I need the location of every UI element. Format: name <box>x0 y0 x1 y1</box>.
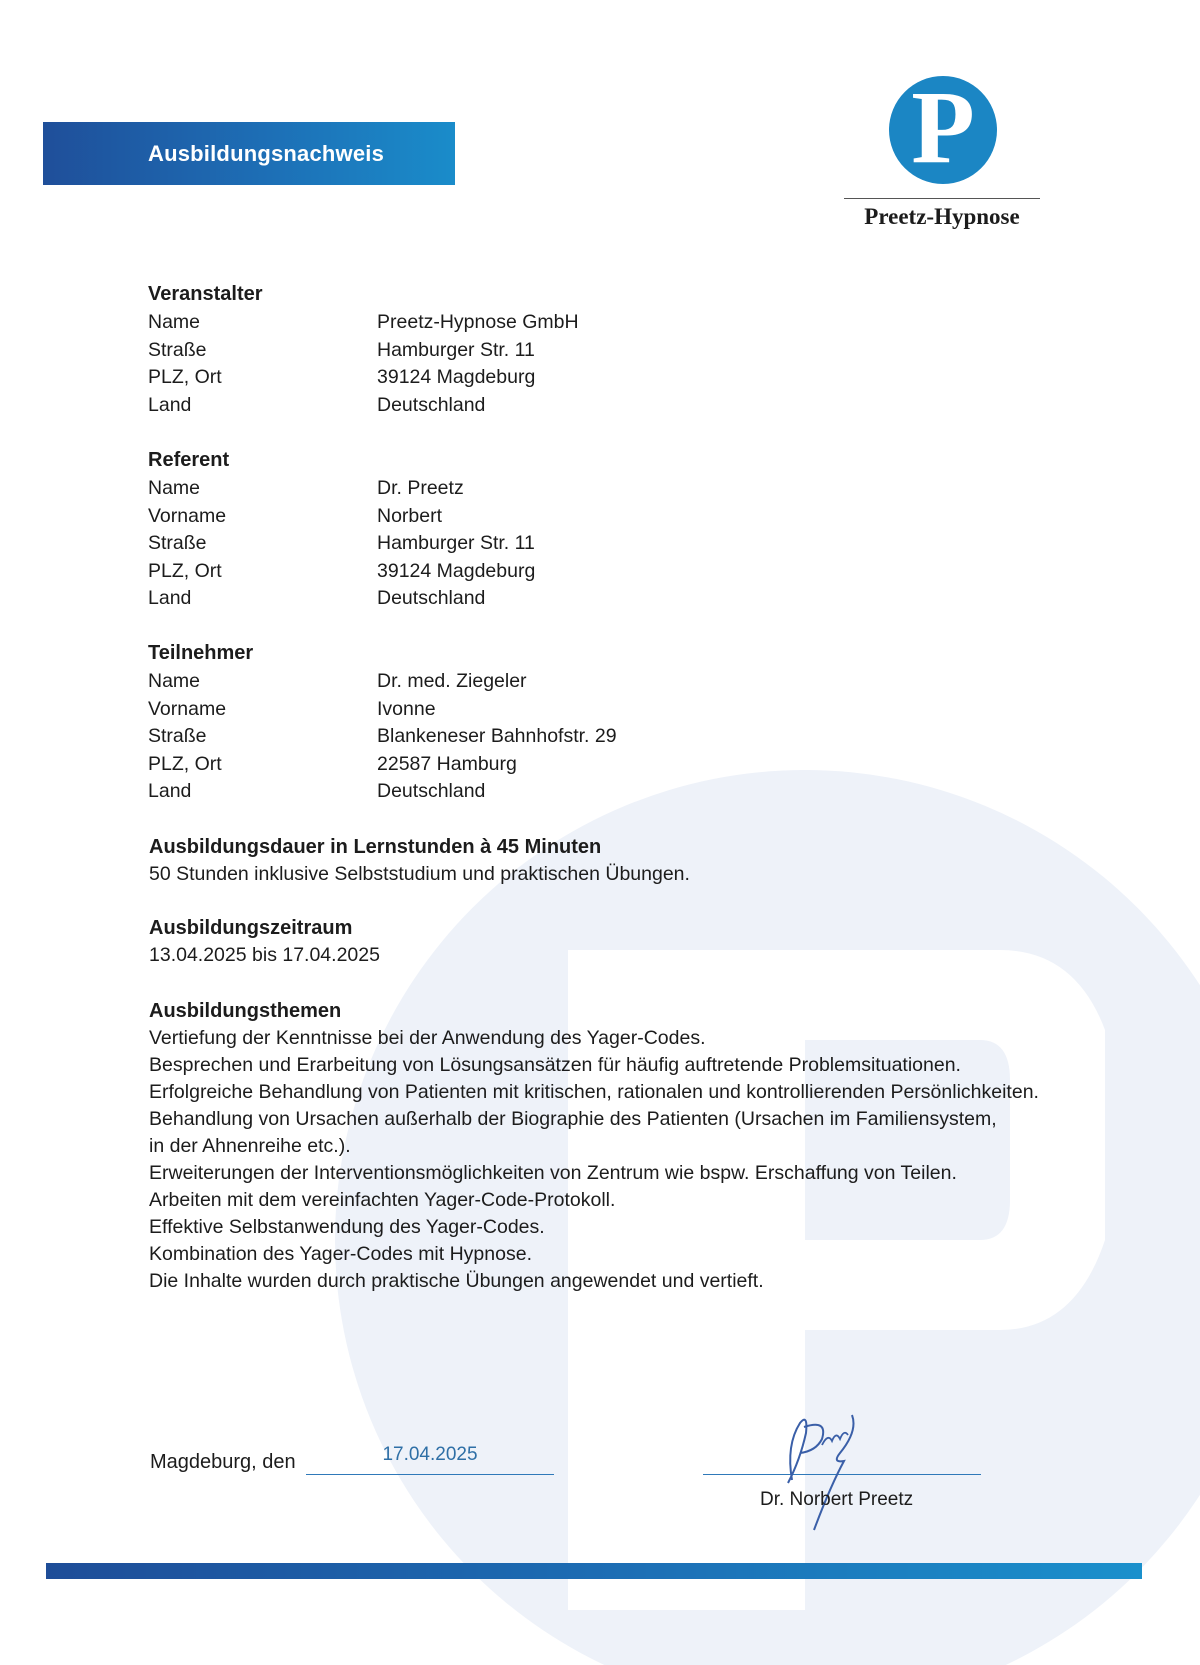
field-row <box>148 392 486 420</box>
field-value: Ivonne <box>377 697 436 720</box>
field-label: Land <box>148 393 192 416</box>
field-row <box>148 751 517 779</box>
field-value: 22587 Hamburg <box>377 752 517 775</box>
field-label: Land <box>148 780 192 802</box>
field-row <box>148 558 536 586</box>
field-value: Deutschland <box>377 393 486 416</box>
field-value: 39124 Magdeburg <box>377 559 536 582</box>
field-row <box>148 475 464 503</box>
field-value: Deutschland <box>377 780 486 802</box>
field-row <box>148 668 527 696</box>
logo-letter: P <box>911 70 975 185</box>
field-row <box>148 503 443 531</box>
section-dauer <box>149 834 690 888</box>
field-label: Straße <box>148 725 207 747</box>
list-item: Erweiterungen der Interventionsmöglichkeiten von Zentrum wie bspw. Erschaffung von Teilen. <box>149 1162 957 1184</box>
section-referent <box>148 447 536 613</box>
field-label: Name <box>148 670 201 692</box>
company-logo <box>844 70 1040 236</box>
field-value: Preetz-Hypnose GmbH <box>377 311 579 333</box>
section-title: Referent <box>148 449 230 471</box>
field-label: Vorname <box>148 504 227 527</box>
field-value: Blankeneser Bahnhofstr. 29 <box>377 725 617 747</box>
topic-list <box>149 1025 1039 1295</box>
field-value: Norbert <box>377 504 443 527</box>
list-item: Besprechen und Erarbeitung von Lösungsansätzen für häufig auftretende Problemsituationen. <box>149 1054 961 1076</box>
signature-image <box>770 1405 900 1535</box>
field-label: Name <box>148 311 201 333</box>
field-label: Vorname <box>148 697 227 720</box>
place-label: Magdeburg, den <box>150 1451 296 1473</box>
section-zeitraum <box>149 915 380 969</box>
section-title: Ausbildungszeitraum <box>149 917 353 939</box>
list-item: Effektive Selbstanwendung des Yager-Codes. <box>149 1216 545 1238</box>
list-item: in der Ahnenreihe etc.). <box>149 1135 351 1157</box>
field-row <box>148 337 535 365</box>
field-value: 39124 Magdeburg <box>377 366 536 388</box>
field-label: PLZ, Ort <box>148 559 222 582</box>
field-value: Dr. med. Ziegeler <box>377 670 527 692</box>
logo-divider <box>844 198 1040 199</box>
field-row <box>148 723 617 751</box>
field-label: Land <box>148 587 192 609</box>
field-row <box>148 778 486 806</box>
page-title: Ausbildungsnachweis <box>148 140 385 166</box>
field-label: PLZ, Ort <box>148 752 222 775</box>
list-item: Vertiefung der Kenntnisse bei der Anwendung des Yager-Codes. <box>149 1027 706 1049</box>
field-row <box>148 309 579 337</box>
field-label: PLZ, Ort <box>148 366 222 388</box>
section-title: Veranstalter <box>148 283 263 305</box>
list-item: Kombination des Yager-Codes mit Hypnose. <box>149 1243 532 1265</box>
list-item: Die Inhalte wurden durch praktische Übungen angewendet und vertieft. <box>149 1270 764 1292</box>
list-item: Behandlung von Ursachen außerhalb der Biographie des Patienten (Ursachen im Familiensystem, <box>149 1108 997 1130</box>
section-themen <box>149 998 1039 1295</box>
date-line <box>306 1474 554 1475</box>
section-teilnehmer <box>148 640 617 806</box>
header-banner <box>43 122 455 185</box>
list-item: Arbeiten mit dem vereinfachten Yager-Code-Protokoll. <box>149 1189 616 1211</box>
field-row <box>148 364 536 392</box>
section-veranstalter <box>148 281 579 419</box>
section-title: Ausbildungsdauer in Lernstunden à 45 Minuten <box>149 836 602 858</box>
field-label: Straße <box>148 532 207 554</box>
footer-bar <box>46 1563 1142 1579</box>
field-label: Straße <box>148 338 207 361</box>
field-row <box>148 530 535 558</box>
duration-text: 50 Stunden inklusive Selbststudium und praktischen Übungen. <box>149 863 690 885</box>
list-item: Erfolgreiche Behandlung von Patienten mit kritischen, rationalen und kontrollierenden Persönlichkeiten. <box>149 1081 1039 1103</box>
field-row <box>148 585 486 613</box>
section-title: Teilnehmer <box>148 642 254 664</box>
signer-name: Dr. Norbert Preetz <box>760 1489 914 1510</box>
field-value: Deutschland <box>377 587 486 609</box>
section-title: Ausbildungsthemen <box>149 1000 342 1022</box>
period-text: 13.04.2025 bis 17.04.2025 <box>149 944 380 966</box>
field-value: Hamburger Str. 11 <box>377 338 535 361</box>
field-label: Name <box>148 477 201 499</box>
field-value: Dr. Preetz <box>377 477 464 499</box>
field-row <box>148 696 436 724</box>
field-value: Hamburger Str. 11 <box>377 532 535 554</box>
logo-name: Preetz-Hypnose <box>864 204 1020 229</box>
date-value: 17.04.2025 <box>382 1444 478 1465</box>
